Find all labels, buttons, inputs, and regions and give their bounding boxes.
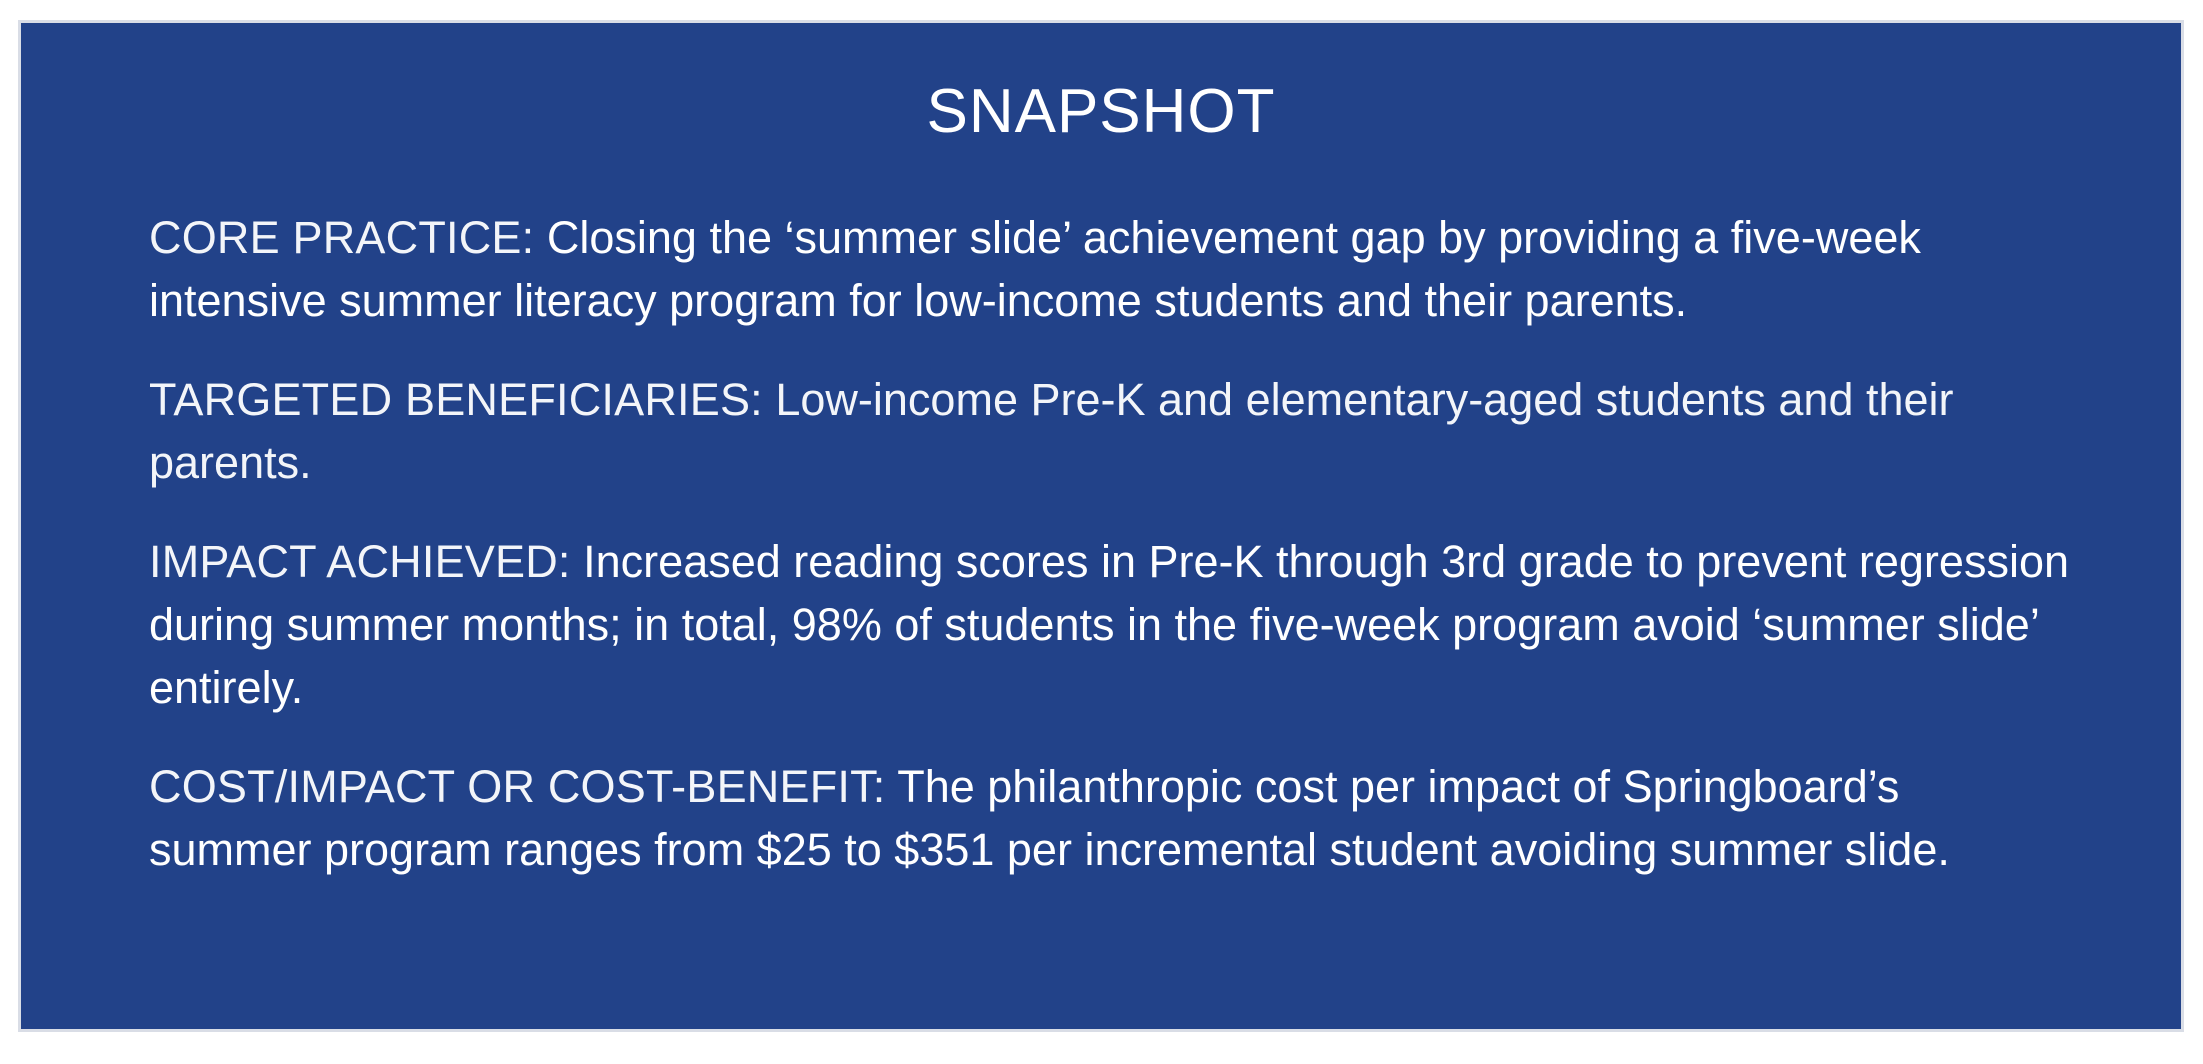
targeted-beneficiaries-text: Low-income Pre-K and elementary-aged students and their parents. xyxy=(149,374,1954,488)
core-practice-paragraph xyxy=(149,206,2069,332)
snapshot-title: SNAPSHOT xyxy=(926,77,1276,146)
targeted-beneficiaries-label: TARGETED BENEFICIARIES: xyxy=(149,374,763,425)
cost-benefit-label: COST/IMPACT OR COST-BENEFIT: xyxy=(149,761,886,812)
core-practice-label: CORE PRACTICE: xyxy=(149,212,535,263)
snapshot-content xyxy=(149,206,2069,917)
impact-achieved-paragraph xyxy=(149,530,2069,719)
cost-benefit-paragraph xyxy=(149,755,2069,881)
impact-achieved-text: Increased reading scores in Pre-K through 3rd grade to prevent regression during summer months; in total, 98% of students in the five-week program avoid ‘summer slide’ entirely. xyxy=(149,536,2069,713)
cost-benefit-text: The philanthropic cost per impact of Springboard’s summer program ranges from $25 to $351 per incremental student avoiding summer slide. xyxy=(149,761,1950,875)
impact-achieved-label: IMPACT ACHIEVED: xyxy=(149,536,571,587)
targeted-beneficiaries-paragraph xyxy=(149,368,2069,494)
core-practice-text: Closing the ‘summer slide’ achievement gap by providing a five-week intensive summer literacy program for low-income students and their parents. xyxy=(149,212,1921,326)
snapshot-panel xyxy=(18,20,2184,1032)
